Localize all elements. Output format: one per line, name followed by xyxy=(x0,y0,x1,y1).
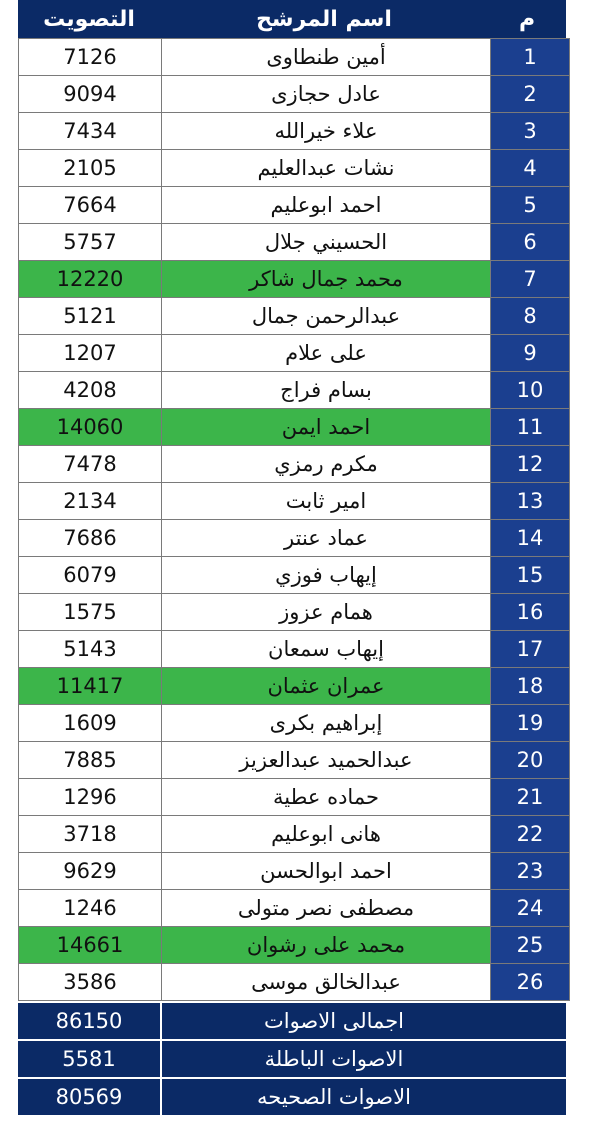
invalid-votes-value: 5581 xyxy=(18,1041,162,1077)
candidate-name-cell: إيهاب فوزي xyxy=(162,557,491,594)
candidate-votes-cell: 7664 xyxy=(19,187,162,224)
candidate-votes-cell: 9629 xyxy=(19,853,162,890)
candidate-number-cell: 18 xyxy=(491,668,570,705)
candidate-votes-cell: 7434 xyxy=(19,113,162,150)
table-row xyxy=(19,261,570,298)
table-row xyxy=(19,705,570,742)
candidate-name-cell: محمد جمال شاكر xyxy=(162,261,491,298)
summary-row-invalid xyxy=(18,1041,566,1079)
table-row xyxy=(19,853,570,890)
valid-votes-label: الاصوات الصحيحه xyxy=(257,1085,411,1109)
candidate-name-cell: حماده عطية xyxy=(162,779,491,816)
table-row xyxy=(19,964,570,1001)
candidate-name-cell: همام عزوز xyxy=(162,594,491,631)
table-row xyxy=(19,76,570,113)
candidate-number-cell: 20 xyxy=(491,742,570,779)
candidate-votes-cell: 1575 xyxy=(19,594,162,631)
candidate-votes-cell: 11417 xyxy=(19,668,162,705)
summary-row-total xyxy=(18,1003,566,1041)
table-row xyxy=(19,557,570,594)
candidate-number-cell: 13 xyxy=(491,483,570,520)
candidate-number-cell: 5 xyxy=(491,187,570,224)
table-row xyxy=(19,520,570,557)
candidate-number-cell: 25 xyxy=(491,927,570,964)
candidate-number-cell: 12 xyxy=(491,446,570,483)
candidate-votes-cell: 5143 xyxy=(19,631,162,668)
candidate-votes-cell: 2105 xyxy=(19,150,162,187)
candidate-name-cell: الحسيني جلال xyxy=(162,224,491,261)
candidate-number-cell: 7 xyxy=(491,261,570,298)
candidate-number-cell: 11 xyxy=(491,409,570,446)
candidate-number-cell: 1 xyxy=(491,39,570,76)
candidate-votes-cell: 7126 xyxy=(19,39,162,76)
table-row xyxy=(19,927,570,964)
invalid-votes-label: الاصوات الباطلة xyxy=(264,1047,404,1071)
number-column-header: م xyxy=(518,6,536,32)
candidate-number-cell: 2 xyxy=(491,76,570,113)
candidate-name-cell: إيهاب سمعان xyxy=(162,631,491,668)
candidate-name-cell: امير ثابت xyxy=(162,483,491,520)
votes-column-header: التصويت xyxy=(43,6,135,32)
candidate-votes-cell: 5757 xyxy=(19,224,162,261)
candidate-number-cell: 15 xyxy=(491,557,570,594)
candidate-name-cell: مكرم رمزي xyxy=(162,446,491,483)
candidate-votes-cell: 12220 xyxy=(19,261,162,298)
candidate-name-cell: عماد عنتر xyxy=(162,520,491,557)
candidate-name-cell: عبدالخالق موسى xyxy=(162,964,491,1001)
candidate-name-cell: نشات عبدالعليم xyxy=(162,150,491,187)
results-table-container xyxy=(18,0,566,1117)
name-column-header: اسم المرشح xyxy=(256,6,392,32)
candidate-name-cell: بسام فراج xyxy=(162,372,491,409)
candidate-votes-cell: 7478 xyxy=(19,446,162,483)
candidate-name-cell: عادل حجازى xyxy=(162,76,491,113)
candidate-votes-cell: 7686 xyxy=(19,520,162,557)
candidate-name-cell: عمران عثمان xyxy=(162,668,491,705)
candidate-number-cell: 14 xyxy=(491,520,570,557)
candidate-votes-cell: 2134 xyxy=(19,483,162,520)
table-row xyxy=(19,113,570,150)
candidate-votes-cell: 3718 xyxy=(19,816,162,853)
candidate-votes-cell: 1246 xyxy=(19,890,162,927)
table-header xyxy=(18,0,566,38)
candidate-name-cell: أمين طنطاوى xyxy=(162,39,491,76)
candidates-table-body xyxy=(19,39,570,1001)
candidate-votes-cell: 1296 xyxy=(19,779,162,816)
candidates-table xyxy=(18,38,570,1001)
table-row xyxy=(19,779,570,816)
table-row xyxy=(19,39,570,76)
candidate-votes-cell: 7885 xyxy=(19,742,162,779)
candidate-number-cell: 16 xyxy=(491,594,570,631)
table-row xyxy=(19,372,570,409)
summary-row-valid xyxy=(18,1079,566,1117)
table-row xyxy=(19,150,570,187)
candidate-name-cell: هانى ابوعليم xyxy=(162,816,491,853)
candidate-votes-cell: 14060 xyxy=(19,409,162,446)
table-row xyxy=(19,594,570,631)
candidate-name-cell: على علام xyxy=(162,335,491,372)
candidate-number-cell: 4 xyxy=(491,150,570,187)
candidate-number-cell: 19 xyxy=(491,705,570,742)
candidate-votes-cell: 4208 xyxy=(19,372,162,409)
candidate-name-cell: محمد على رشوان xyxy=(162,927,491,964)
candidate-number-cell: 22 xyxy=(491,816,570,853)
candidate-number-cell: 23 xyxy=(491,853,570,890)
table-row xyxy=(19,335,570,372)
valid-votes-value: 80569 xyxy=(18,1079,162,1115)
summary-section xyxy=(18,1003,566,1117)
candidate-number-cell: 21 xyxy=(491,779,570,816)
candidate-votes-cell: 9094 xyxy=(19,76,162,113)
candidate-votes-cell: 6079 xyxy=(19,557,162,594)
candidate-name-cell: عبدالحميد عبدالعزيز xyxy=(162,742,491,779)
total-votes-label: اجمالى الاصوات xyxy=(263,1009,405,1033)
candidate-votes-cell: 1609 xyxy=(19,705,162,742)
candidate-name-cell: إبراهيم بكرى xyxy=(162,705,491,742)
candidate-number-cell: 10 xyxy=(491,372,570,409)
table-row xyxy=(19,890,570,927)
candidate-name-cell: احمد ابوعليم xyxy=(162,187,491,224)
candidate-name-cell: احمد ايمن xyxy=(162,409,491,446)
table-row xyxy=(19,187,570,224)
table-row xyxy=(19,224,570,261)
candidate-number-cell: 8 xyxy=(491,298,570,335)
total-votes-value: 86150 xyxy=(18,1003,162,1039)
candidate-name-cell: مصطفى نصر متولى xyxy=(162,890,491,927)
table-row xyxy=(19,816,570,853)
candidate-votes-cell: 1207 xyxy=(19,335,162,372)
candidate-number-cell: 3 xyxy=(491,113,570,150)
candidate-number-cell: 6 xyxy=(491,224,570,261)
candidate-name-cell: علاء خيرالله xyxy=(162,113,491,150)
candidate-votes-cell: 3586 xyxy=(19,964,162,1001)
candidate-number-cell: 26 xyxy=(491,964,570,1001)
table-row xyxy=(19,483,570,520)
candidate-name-cell: احمد ابوالحسن xyxy=(162,853,491,890)
table-row xyxy=(19,298,570,335)
candidate-votes-cell: 5121 xyxy=(19,298,162,335)
table-row xyxy=(19,409,570,446)
candidate-votes-cell: 14661 xyxy=(19,927,162,964)
candidate-name-cell: عبدالرحمن جمال xyxy=(162,298,491,335)
table-row xyxy=(19,446,570,483)
table-row xyxy=(19,631,570,668)
candidate-number-cell: 24 xyxy=(491,890,570,927)
table-row xyxy=(19,742,570,779)
table-row xyxy=(19,668,570,705)
candidate-number-cell: 9 xyxy=(491,335,570,372)
candidate-number-cell: 17 xyxy=(491,631,570,668)
